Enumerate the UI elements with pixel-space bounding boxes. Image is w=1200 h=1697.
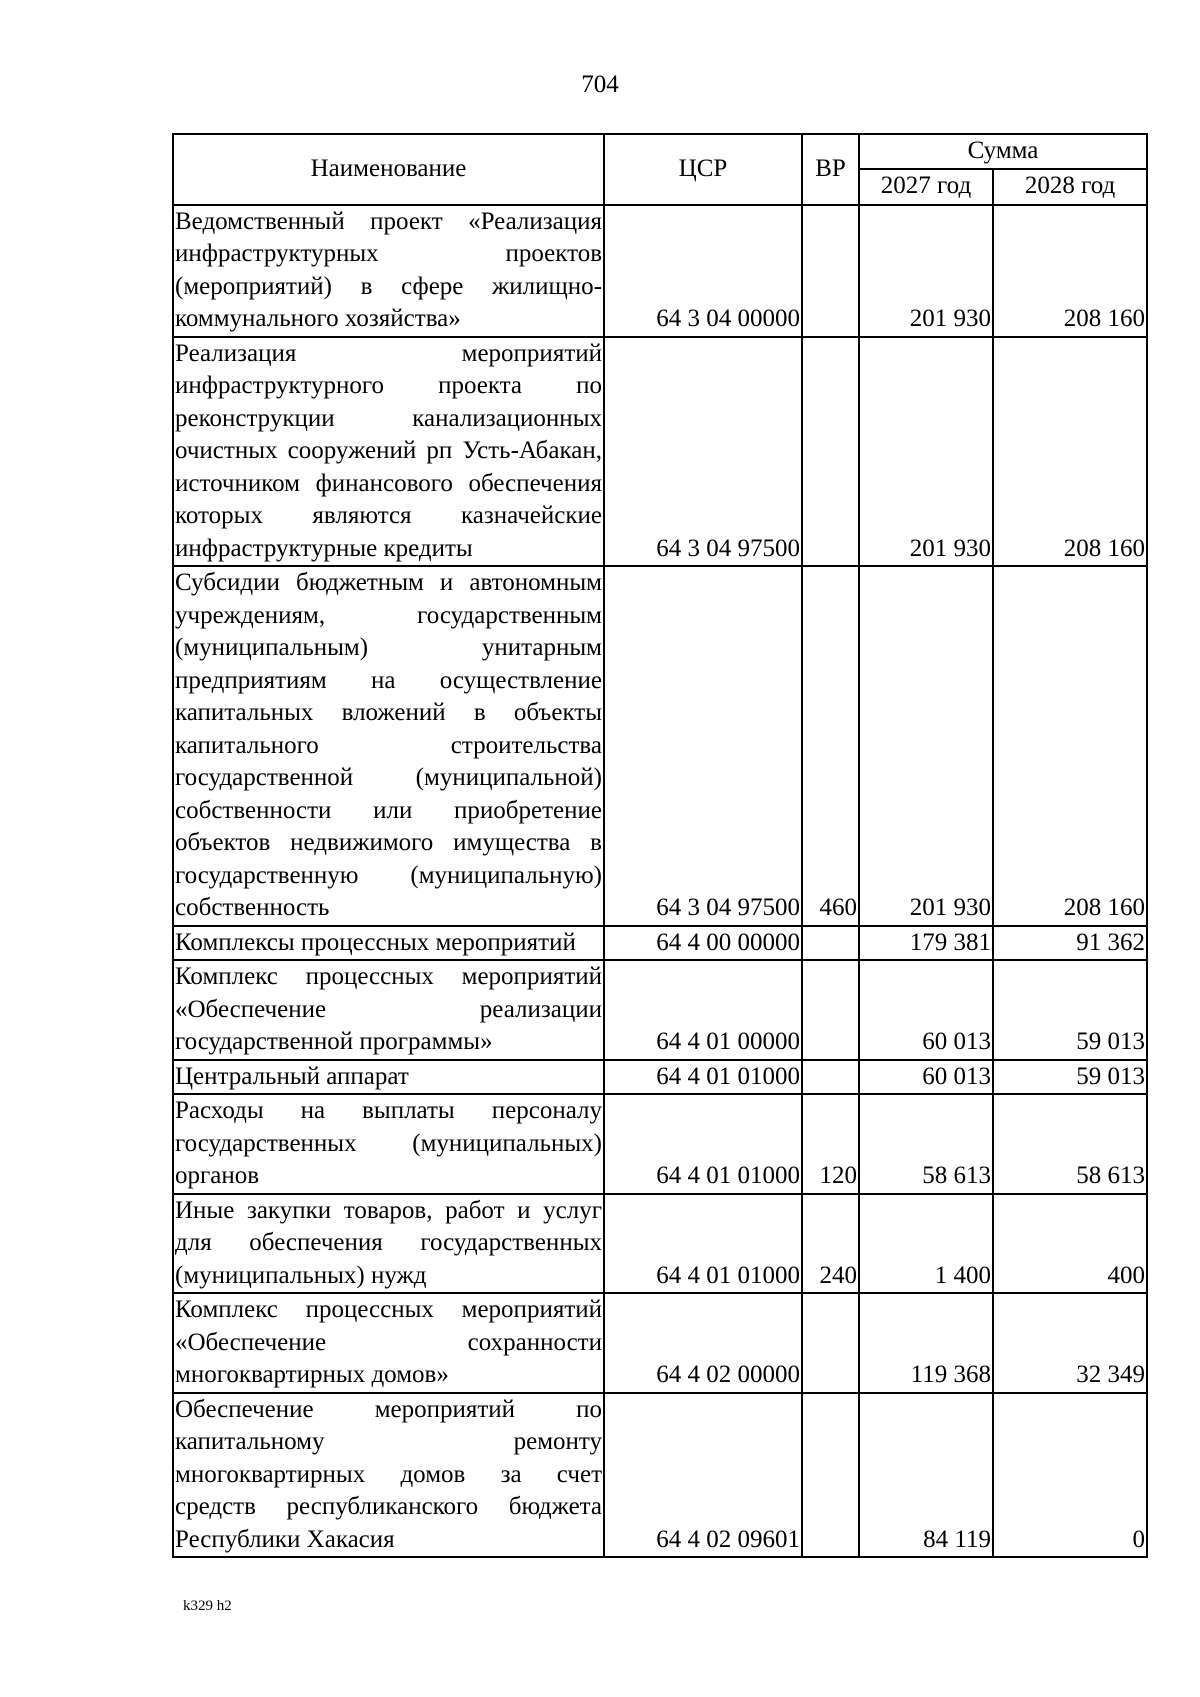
table-row — [173, 1393, 1147, 1558]
row-name: Реализация мероприятий инфраструктурного проекта по реконструкции канализационных очистных сооружений рп Усть-Абакан, источником финансового обеспечения которых являются казначейские инфраструктурные кредиты — [173, 337, 604, 567]
row-sum-2028: 208 160 — [993, 205, 1147, 337]
table-row — [173, 1094, 1147, 1194]
header-sum: Сумма — [859, 134, 1147, 169]
row-sum-2028: 0 — [993, 1393, 1147, 1558]
row-sum-2028: 58 613 — [993, 1094, 1147, 1194]
table-row — [173, 960, 1147, 1060]
row-vr — [802, 1293, 859, 1393]
table-row — [173, 926, 1147, 961]
row-name: Расходы на выплаты персоналу государственных (муниципальных) органов — [173, 1094, 604, 1194]
row-vr — [802, 960, 859, 1060]
row-vr — [802, 205, 859, 337]
row-csr: 64 4 02 09601 — [604, 1393, 802, 1558]
row-sum-2027: 84 119 — [859, 1393, 993, 1558]
table-row — [173, 205, 1147, 337]
row-sum-2027: 201 930 — [859, 205, 993, 337]
row-sum-2028: 400 — [993, 1194, 1147, 1294]
row-name: Иные закупки товаров, работ и услуг для обеспечения государственных (муниципальных) нужд — [173, 1194, 604, 1294]
row-csr: 64 3 04 00000 — [604, 205, 802, 337]
row-csr: 64 3 04 97500 — [604, 566, 802, 926]
row-vr — [802, 337, 859, 567]
row-sum-2027: 201 930 — [859, 566, 993, 926]
row-vr: 240 — [802, 1194, 859, 1294]
row-sum-2027: 60 013 — [859, 1060, 993, 1095]
row-sum-2028: 208 160 — [993, 566, 1147, 926]
row-vr: 460 — [802, 566, 859, 926]
table-row — [173, 566, 1147, 926]
budget-table — [172, 133, 1148, 1558]
row-csr: 64 4 01 00000 — [604, 960, 802, 1060]
row-vr: 120 — [802, 1094, 859, 1194]
row-name: Ведомственный проект «Реализация инфраструктурных проектов (мероприятий) в сфере жилищно-коммунального хозяйства» — [173, 205, 604, 337]
header-csr: ЦСР — [604, 134, 802, 205]
page-number: 704 — [581, 71, 619, 98]
row-name: Комплексы процессных мероприятий — [173, 926, 604, 961]
row-vr — [802, 1060, 859, 1095]
row-sum-2027: 60 013 — [859, 960, 993, 1060]
row-vr — [802, 926, 859, 961]
row-csr: 64 4 01 01000 — [604, 1060, 802, 1095]
row-name: Комплекс процессных мероприятий «Обеспечение сохранности многоквартирных домов» — [173, 1293, 604, 1393]
row-vr — [802, 1393, 859, 1558]
row-sum-2028: 91 362 — [993, 926, 1147, 961]
table-row — [173, 1293, 1147, 1393]
row-sum-2027: 1 400 — [859, 1194, 993, 1294]
row-sum-2028: 208 160 — [993, 337, 1147, 567]
row-sum-2027: 119 368 — [859, 1293, 993, 1393]
row-csr: 64 4 01 01000 — [604, 1194, 802, 1294]
row-sum-2027: 58 613 — [859, 1094, 993, 1194]
header-year-2027: 2027 год — [859, 169, 993, 205]
row-csr: 64 3 04 97500 — [604, 337, 802, 567]
table-row — [173, 1194, 1147, 1294]
header-year-2028: 2028 год — [993, 169, 1147, 205]
row-csr: 64 4 02 00000 — [604, 1293, 802, 1393]
row-name: Обеспечение мероприятий по капитальному ремонту многоквартирных домов за счет средств республиканского бюджета Республики Хакасия — [173, 1393, 604, 1558]
row-csr: 64 4 01 01000 — [604, 1094, 802, 1194]
row-name: Комплекс процессных мероприятий «Обеспечение реализации государственной программы» — [173, 960, 604, 1060]
row-sum-2027: 179 381 — [859, 926, 993, 961]
table-row — [173, 337, 1147, 567]
row-sum-2028: 32 349 — [993, 1293, 1147, 1393]
row-sum-2028: 59 013 — [993, 960, 1147, 1060]
table-row — [173, 1060, 1147, 1095]
row-name: Субсидии бюджетным и автономным учреждениям, государственным (муниципальным) унитарным предприятиям на осуществление капитальных вложений в объекты капитального строительства государственной (муниципальной) собственности или приобретение объектов недвижимого имущества в государственную (муниципальную) собственность — [173, 566, 604, 926]
header-name: Наименование — [173, 134, 604, 205]
header-vr: ВР — [802, 134, 859, 205]
row-name: Центральный аппарат — [173, 1060, 604, 1095]
row-csr: 64 4 00 00000 — [604, 926, 802, 961]
row-sum-2028: 59 013 — [993, 1060, 1147, 1095]
footer-code: k329 h2 — [183, 1598, 232, 1614]
row-sum-2027: 201 930 — [859, 337, 993, 567]
